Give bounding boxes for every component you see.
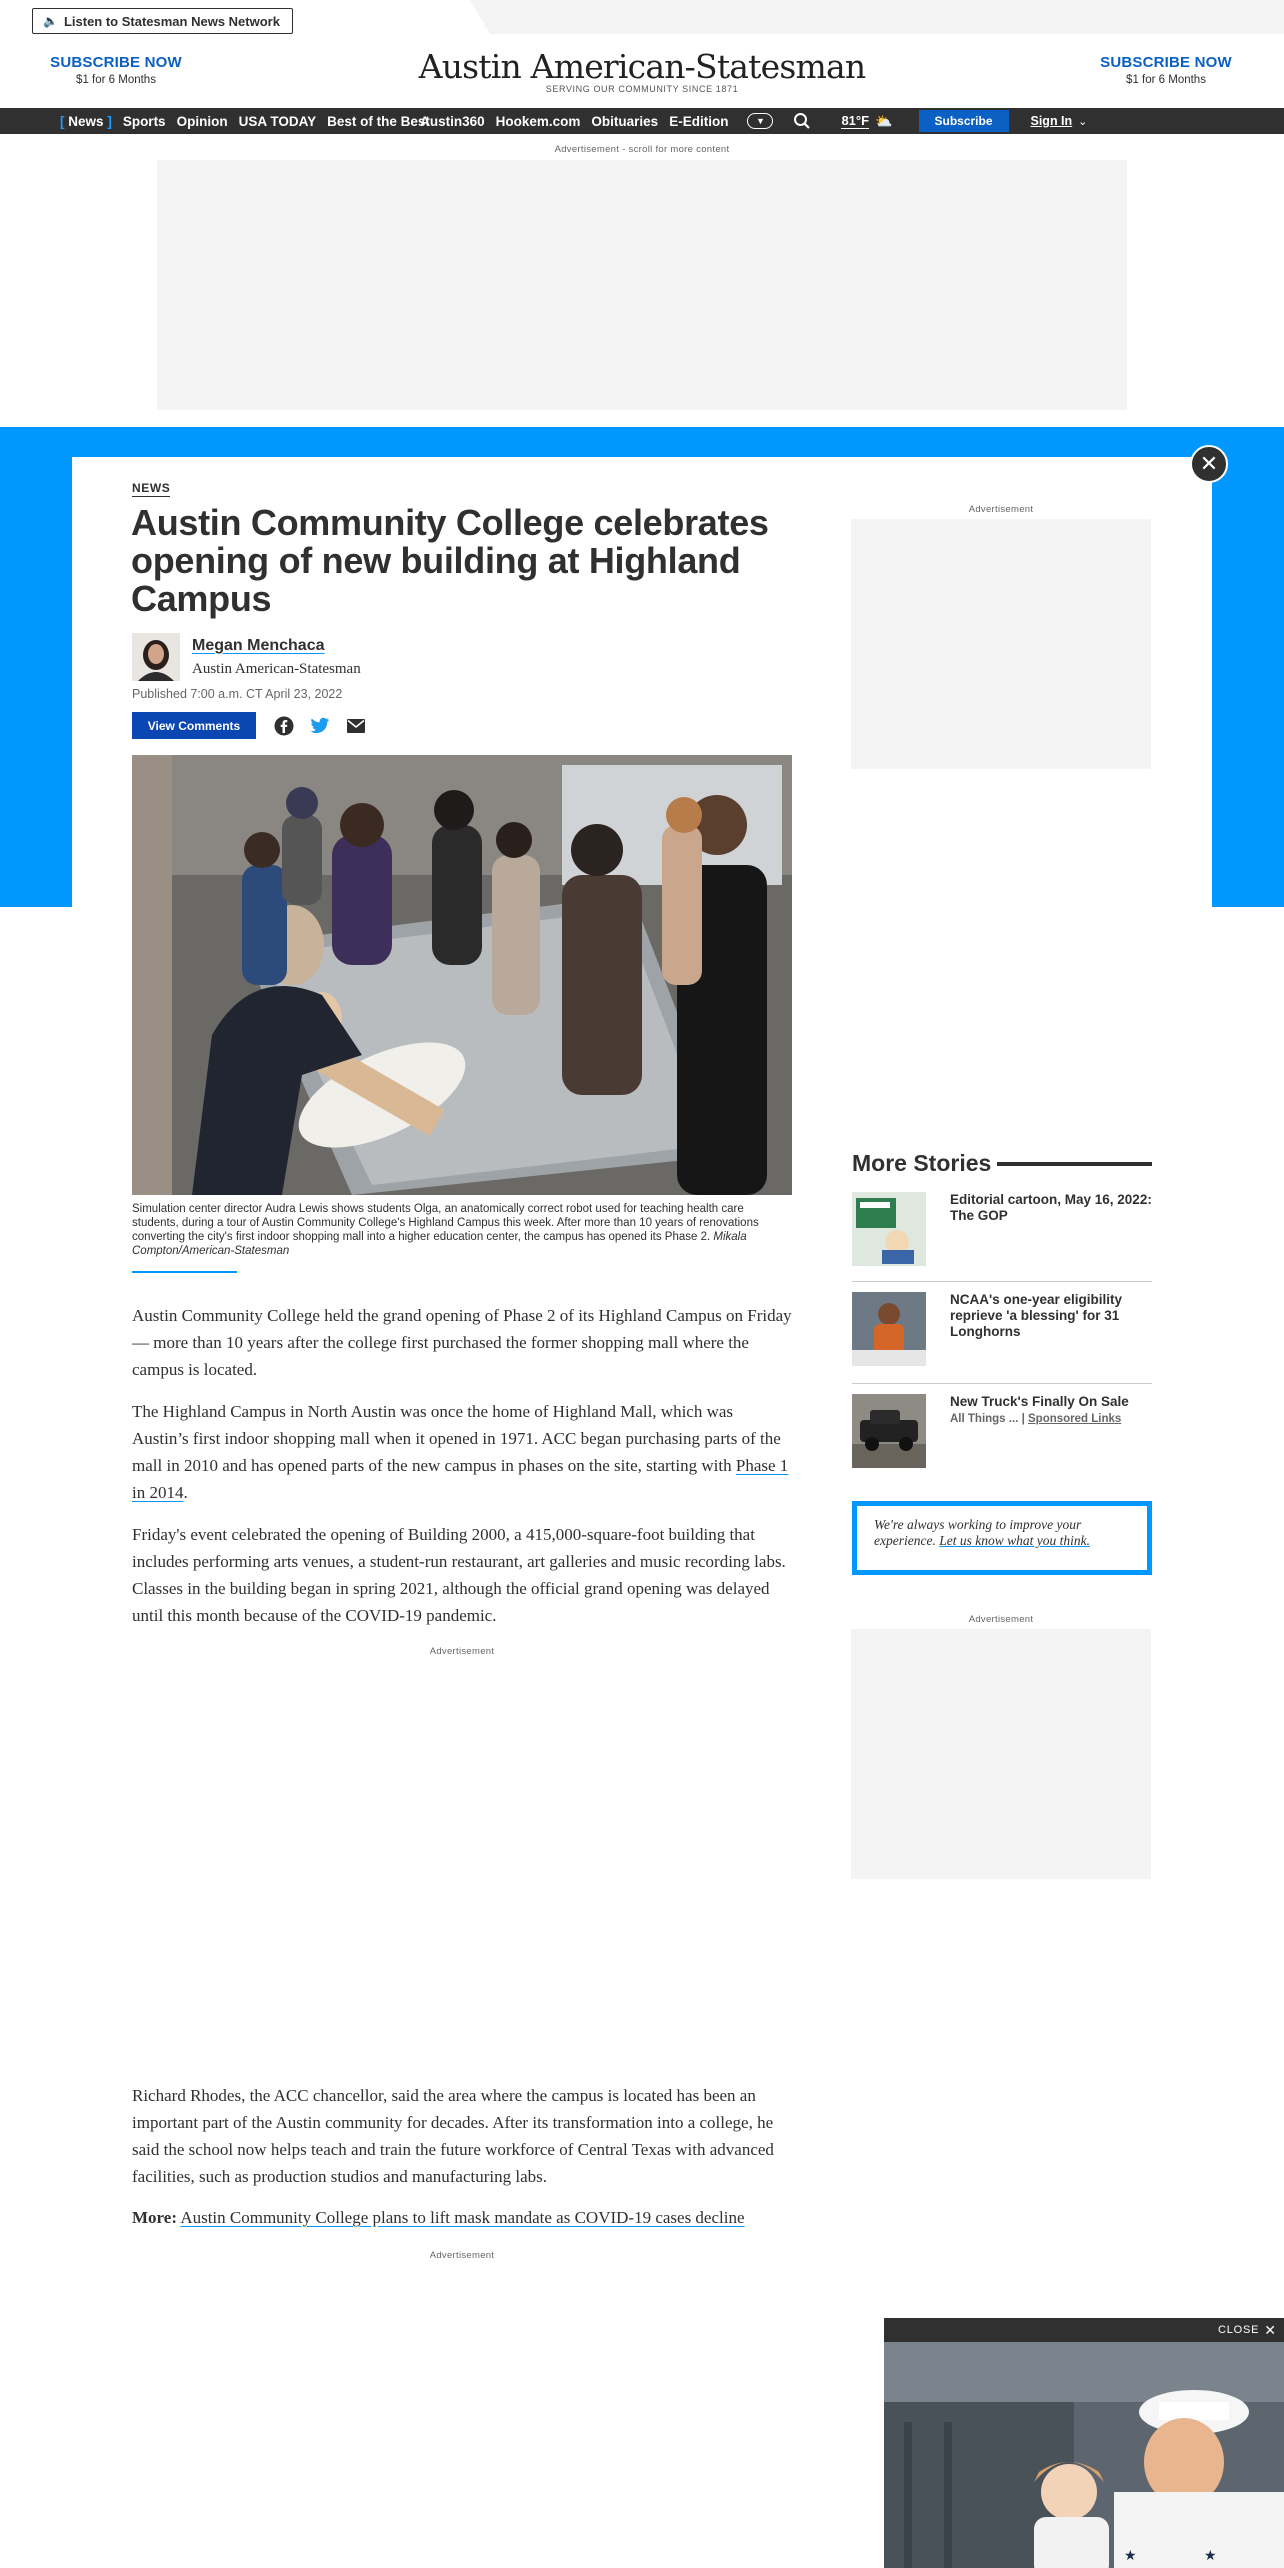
weather-temperature[interactable]: 81°F (841, 113, 870, 128)
byline (132, 633, 361, 681)
nav-item-opinion[interactable]: Opinion (176, 113, 228, 129)
sponsor-line (950, 1413, 1129, 1425)
more-label: More: (132, 2208, 177, 2227)
photo-caption-text: Simulation center director Audra Lewis shows students Olga, an anatomically correct robot used for teaching health care students, during a tour of Austin Community College's Highland Campus this week. After more than 10 years of renovations converting the city's first indoor shopping mall into a higher education center, the campus has opened its Phase 2. (132, 1203, 759, 1243)
search-icon[interactable] (793, 112, 811, 130)
section-label[interactable]: NEWS (132, 481, 171, 495)
site-logo[interactable] (392, 48, 892, 94)
main-nav (0, 108, 1284, 134)
more-article-link[interactable]: Austin Community College plans to lift mask mandate as COVID-19 cases decline (180, 2208, 745, 2227)
article-lead-photo[interactable] (132, 755, 792, 1195)
mid-ad-label: Advertisement (429, 1646, 495, 1657)
story-thumbnail[interactable] (852, 1192, 926, 1266)
top-bar-background (470, 0, 1284, 34)
story-thumbnail[interactable] (852, 1292, 926, 1366)
nav-item-news[interactable] (60, 114, 112, 129)
sponsored-links-link[interactable]: Sponsored Links (1028, 1413, 1122, 1425)
subscribe-right[interactable] (1076, 54, 1256, 86)
top-ad-slot[interactable] (157, 160, 1127, 410)
article-paragraph-4: Richard Rhodes, the ACC chancellor, said the area where the campus is located has been an important part of the Austin community for decades. After its transformation into a college, he said the school now helps teach and train the future workforce of Central Texas with advanced facilities, such as production studios and manufacturing labs. (132, 2086, 774, 2186)
author-name-link[interactable]: Megan Menchaca (192, 636, 325, 654)
facebook-icon[interactable] (274, 716, 294, 736)
story-item[interactable] (852, 1292, 1152, 1374)
nav-item-usa-today[interactable]: USA TODAY (238, 113, 317, 129)
nav-item-best-of-the-best[interactable]: Best of the Best (327, 113, 430, 129)
sign-in-link[interactable]: Sign In (1030, 114, 1073, 128)
feedback-link[interactable]: Let us know what you think. (939, 1533, 1090, 1548)
svg-text:★: ★ (1124, 2548, 1137, 2564)
share-row (132, 712, 366, 739)
subscribe-right-title[interactable]: SUBSCRIBE NOW (1100, 54, 1232, 71)
nav-bracket-close: ] (107, 113, 112, 129)
subscribe-left-title[interactable]: SUBSCRIBE NOW (50, 54, 182, 71)
article-paragraph-1: Austin Community College held the grand opening of Phase 2 of its Highland Campus on Friday — more than 10 years after the college first purchased the former shopping mall where the campus is located. (132, 1306, 792, 1379)
close-icon: ✕ (1199, 451, 1219, 476)
story-divider (852, 1281, 1152, 1282)
video-frame (884, 2342, 1284, 2568)
subscribe-left-offer: $1 for 6 Months (76, 74, 156, 86)
story-thumbnail[interactable] (852, 1394, 926, 1468)
more-stories-title: More Stories (852, 1150, 992, 1176)
listen-podcast-button[interactable] (32, 8, 293, 34)
rail-ad-label-1: Advertisement (968, 504, 1034, 515)
article-headline: Austin Community College celebrates opening of new building at Highland Campus (131, 502, 769, 619)
video-close-label[interactable]: CLOSE (1217, 2324, 1260, 2336)
bottom-ad-label: Advertisement (429, 2250, 495, 2261)
nav-item-hookem[interactable]: Hookem.com (495, 113, 581, 129)
logo-name: Austin American-Statesman (418, 47, 866, 86)
speaker-icon: 🔈 (43, 14, 58, 28)
video-close-bar (884, 2318, 1284, 2342)
story-item[interactable] (852, 1192, 1152, 1274)
svg-text:★: ★ (1204, 2548, 1217, 2564)
logo-tagline: SERVING OUR COMMUNITY SINCE 1871 (545, 84, 739, 94)
top-ad-label: Advertisement - scroll for more content (554, 144, 730, 155)
story-item[interactable] (852, 1394, 1152, 1476)
subscribe-right-offer: $1 for 6 Months (1126, 74, 1206, 86)
view-comments-button[interactable]: View Comments (132, 712, 256, 739)
photo-caption (132, 1202, 792, 1258)
nav-item-austin360[interactable]: Austin360 (420, 113, 485, 129)
story-title[interactable]: New Truck's Finally On Sale (950, 1394, 1129, 1409)
feedback-box (852, 1501, 1152, 1575)
partly-cloudy-icon: ⛅ (875, 112, 893, 129)
story-title[interactable]: NCAA's one-year eligibility reprieve 'a blessing' for 31 Longhorns (950, 1292, 1122, 1339)
rail-ad-label-2: Advertisement (968, 1614, 1034, 1625)
sponsor-name: All Things ... (950, 1413, 1019, 1425)
more-stories-rule (997, 1162, 1152, 1166)
more-link-line (132, 2204, 832, 2231)
article-paragraph-3: Friday's event celebrated the opening of Building 2000, a 415,000-square-foot building that includes performing arts venues, a student-run restaurant, art galleries and music recording labs. Classes in the building began in spring 2021, although the official grand opening was delayed until this month because of the COVID-19 pandemic. (132, 1525, 786, 1625)
sign-in-chevron-icon[interactable]: ⌄ (1078, 115, 1088, 128)
rail-ad-slot-2[interactable] (851, 1629, 1151, 1879)
sticky-video-player[interactable] (884, 2318, 1284, 2568)
caption-divider (132, 1271, 237, 1273)
published-date: Published 7:00 a.m. CT April 23, 2022 (132, 687, 343, 701)
article-paragraph-2 (132, 1398, 792, 1506)
phase-1-link[interactable]: Phase 1 in 2014 (132, 1456, 789, 1502)
close-article-button[interactable] (1190, 445, 1228, 483)
email-icon[interactable] (346, 716, 366, 736)
sponsor-separator: | (1021, 1413, 1025, 1425)
para2-period: . (183, 1483, 188, 1502)
para2-text: The Highland Campus in North Austin was once the home of Highland Mall, which was Austin’s first indoor shopping mall when it opened in 1971. ACC began purchasing parts of the mall in 2010 and has opened parts of the new campus in phases on the site, starting with (132, 1402, 781, 1475)
nav-item-e-edition[interactable]: E-Edition (669, 113, 729, 129)
feedback-text: We're always working to improve your experience. (874, 1517, 1082, 1548)
twitter-icon[interactable] (310, 716, 330, 736)
lead-photo-illustration (132, 755, 792, 1195)
nav-item-sports[interactable]: Sports (122, 113, 166, 129)
photo-credit: Mikala Compton/American-Statesman (132, 1231, 747, 1257)
nav-label-news: News (68, 113, 104, 129)
video-close-icon[interactable]: ✕ (1264, 2321, 1276, 2338)
story-divider (852, 1383, 1152, 1384)
more-menu-chevron-icon[interactable]: ▼ (747, 113, 773, 129)
nav-bracket-open: [ (60, 113, 65, 129)
masthead (0, 44, 1284, 108)
nav-item-obituaries[interactable]: Obituaries (591, 113, 659, 129)
story-title[interactable]: Editorial cartoon, May 16, 2022: The GOP (950, 1192, 1152, 1223)
listen-label: Listen to Statesman News Network (63, 13, 280, 29)
nav-subscribe-button[interactable]: Subscribe (919, 110, 1009, 132)
rail-ad-slot-1[interactable] (851, 519, 1151, 769)
more-stories-heading (852, 1150, 1152, 1177)
subscribe-left[interactable] (26, 54, 206, 86)
top-bar (0, 0, 1284, 44)
author-avatar[interactable] (132, 633, 180, 681)
author-publication: Austin American-Statesman (192, 660, 361, 677)
